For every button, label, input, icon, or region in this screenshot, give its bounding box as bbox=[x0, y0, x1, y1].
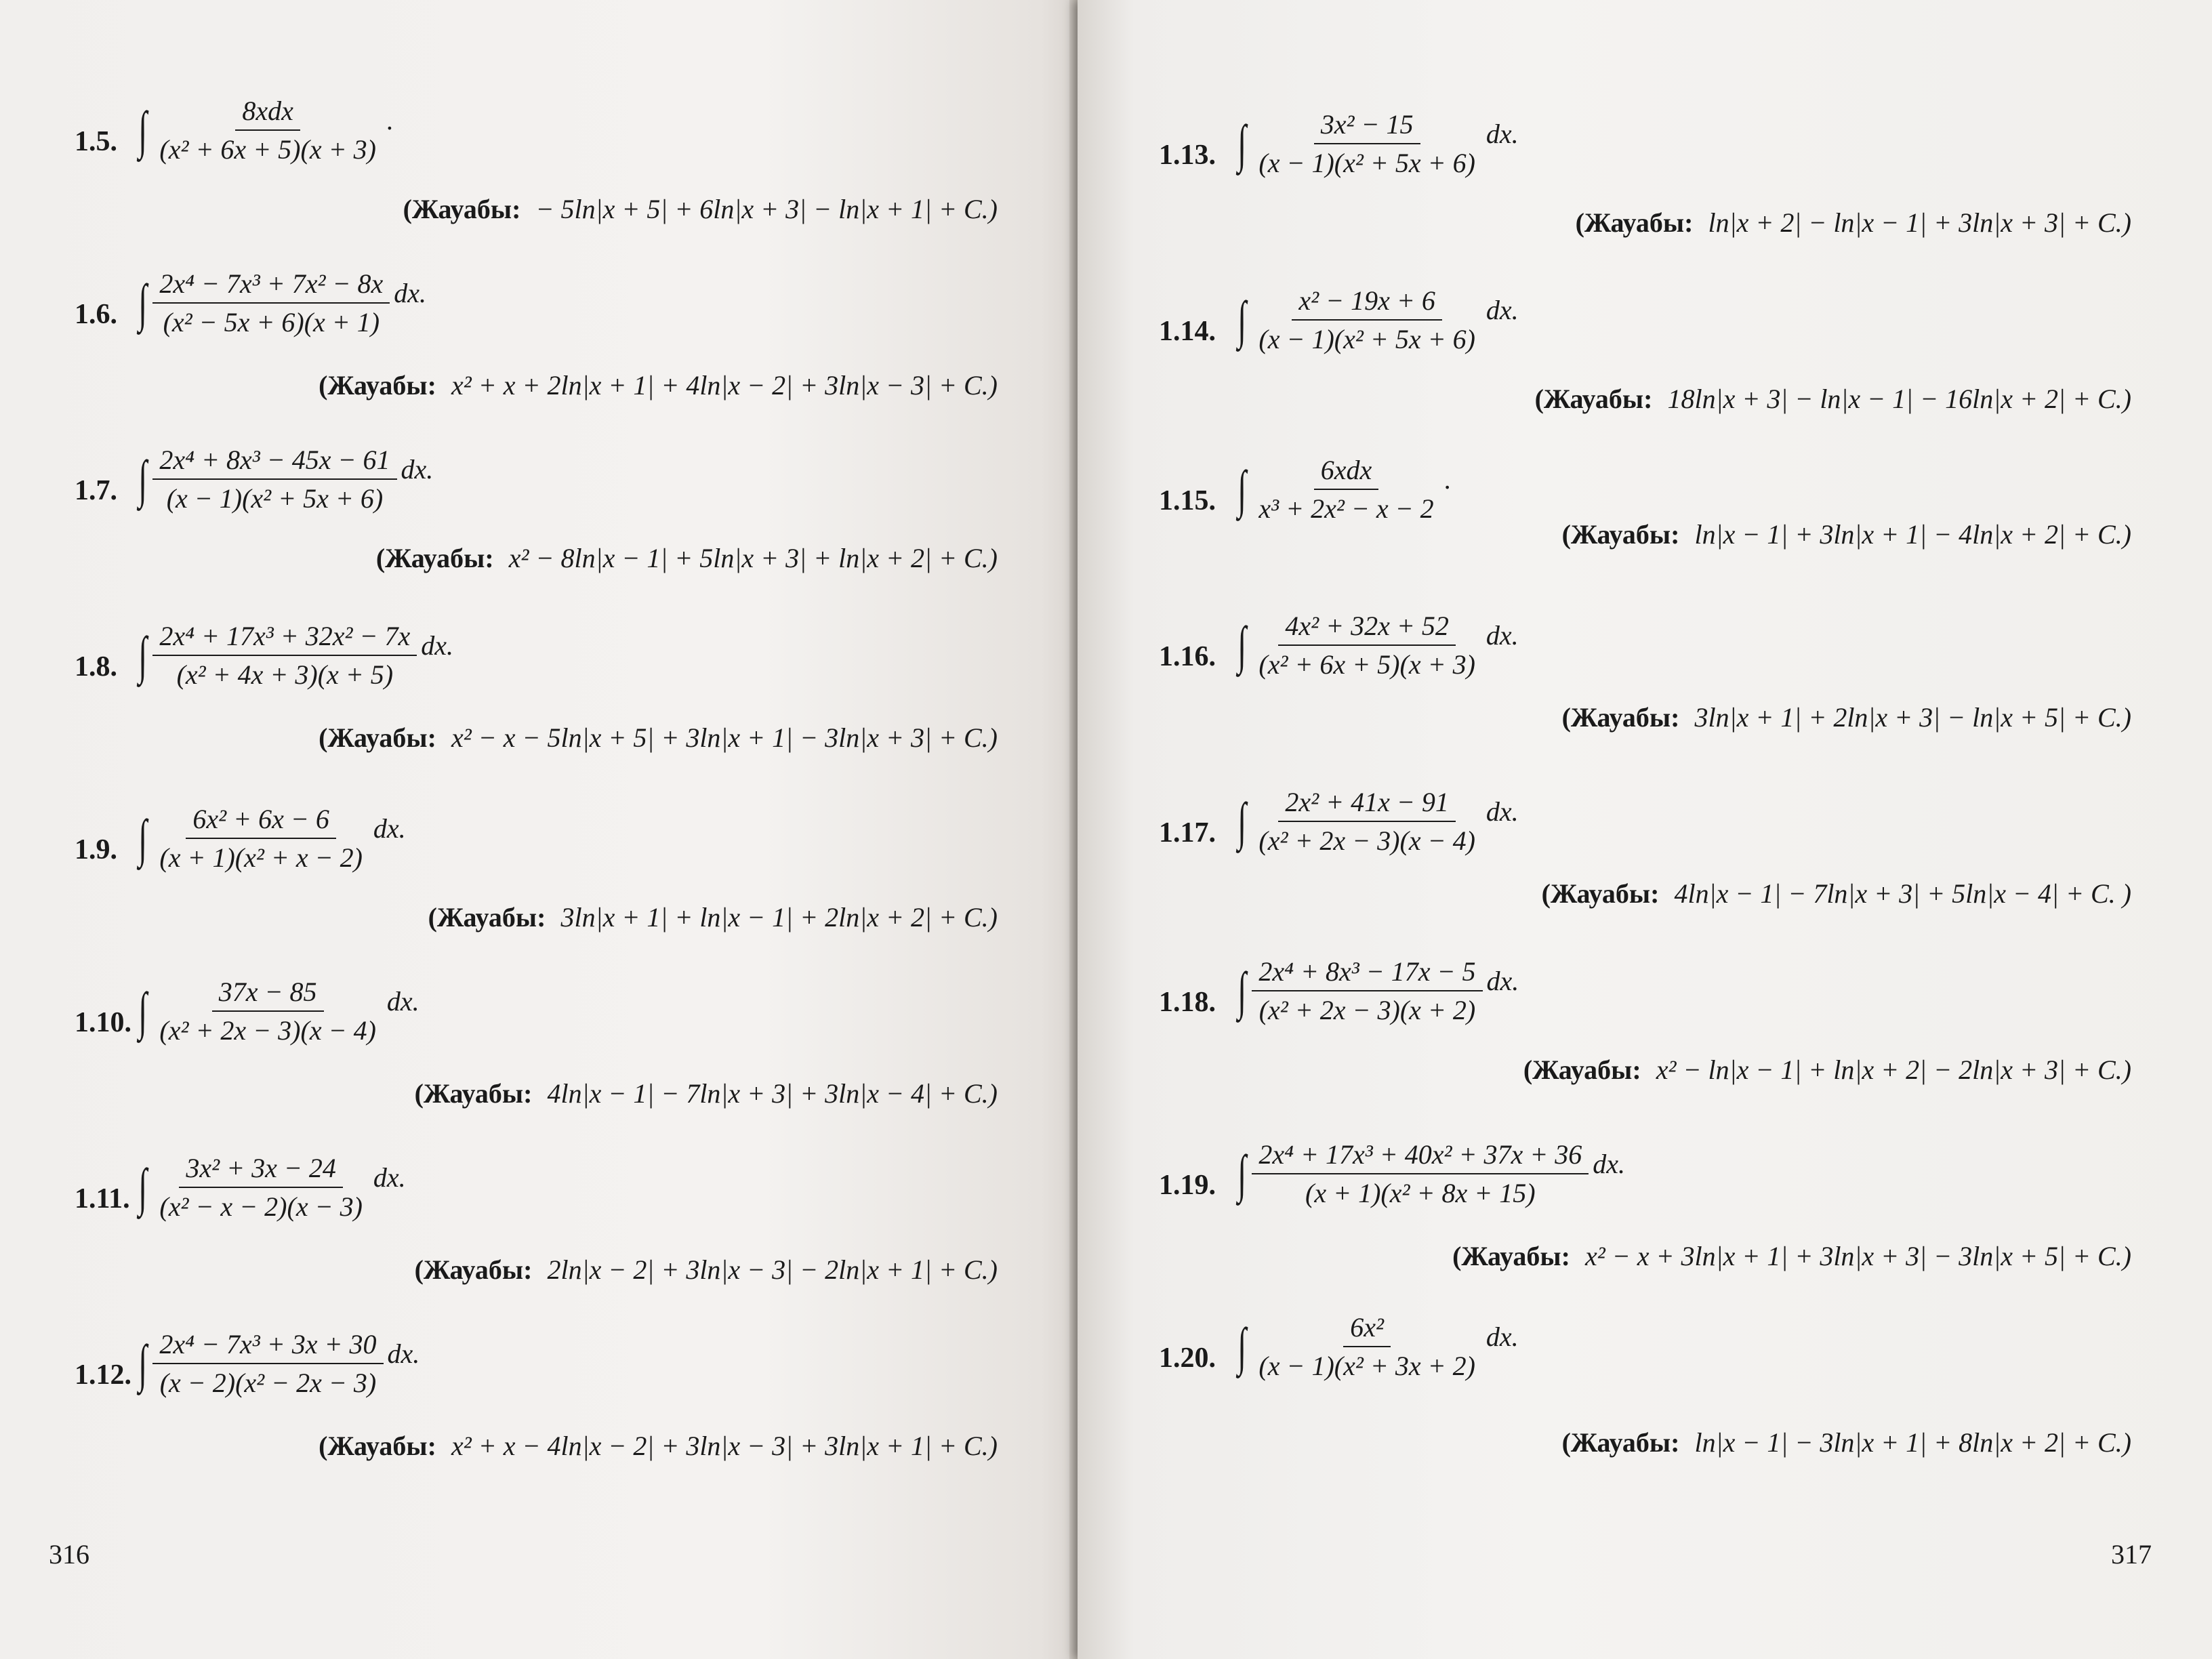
answer-value: 3ln|x + 1| + 2ln|x + 3| − ln|x + 5| + C.) bbox=[1694, 702, 2131, 733]
answer-value: 4ln|x − 1| − 7ln|x + 3| + 5ln|x − 4| + C. ) bbox=[1674, 878, 2131, 909]
fraction bbox=[1252, 1311, 1482, 1382]
problem-number: 1.19. bbox=[1159, 1170, 1216, 1201]
problem-number: 1.7. bbox=[75, 475, 117, 506]
integral-expression bbox=[1235, 956, 1519, 1026]
denominator: (x − 1)(x² + 5x + 6) bbox=[1258, 324, 1475, 354]
answer-line bbox=[1523, 1054, 2131, 1086]
integral-sign: ∫ bbox=[1237, 290, 1247, 349]
fraction bbox=[1252, 285, 1482, 355]
answer-line bbox=[1576, 207, 2131, 239]
denominator: (x² − 5x + 6)(x + 1) bbox=[163, 307, 380, 337]
page-number: 317 bbox=[2111, 1539, 2152, 1570]
fraction bbox=[152, 620, 417, 691]
numerator: 2x⁴ + 8x³ − 45x − 61 bbox=[152, 444, 396, 480]
answer-line bbox=[1562, 518, 2131, 550]
answer-label: (Жауабы: bbox=[1452, 1241, 1570, 1271]
answer-label: (Жауабы: bbox=[1575, 207, 1694, 238]
answer-label: (Жауабы: bbox=[375, 543, 494, 573]
answer-label: (Жауабы: bbox=[319, 370, 436, 401]
answer-label: (Жауабы: bbox=[403, 194, 521, 224]
integral-expression bbox=[136, 1328, 419, 1399]
differential: dx. bbox=[1486, 1321, 1519, 1352]
integral-sign: ∫ bbox=[1237, 792, 1247, 851]
integral-sign: ∫ bbox=[138, 273, 148, 332]
integral-expression bbox=[1235, 610, 1519, 680]
fraction bbox=[1252, 108, 1482, 179]
denominator: (x + 1)(x² + x − 2) bbox=[159, 842, 363, 873]
answer-value: 4ln|x − 1| − 7ln|x + 3| + 3ln|x − 4| + C.) bbox=[547, 1078, 998, 1109]
numerator: x² − 19x + 6 bbox=[1292, 285, 1441, 321]
answer-line bbox=[319, 722, 998, 754]
denominator: (x² + 2x − 3)(x + 2) bbox=[1258, 995, 1476, 1025]
answer-line bbox=[319, 369, 998, 401]
page-number: 316 bbox=[49, 1539, 89, 1570]
differential: . bbox=[1444, 464, 1452, 495]
denominator: (x² − x − 2)(x − 3) bbox=[159, 1191, 363, 1222]
fraction bbox=[152, 444, 396, 514]
answer-value: ln|x − 1| + 3ln|x + 1| − 4ln|x + 2| + C.) bbox=[1694, 519, 2131, 550]
integral-sign: ∫ bbox=[1237, 1144, 1247, 1203]
answer-line bbox=[1562, 1427, 2131, 1458]
answer-line bbox=[1542, 878, 2131, 909]
integral-expression bbox=[136, 1152, 406, 1223]
differential: dx. bbox=[1486, 965, 1519, 996]
integral-sign: ∫ bbox=[1237, 961, 1247, 1020]
problem-number: 1.6. bbox=[75, 299, 117, 330]
answer-value: − 5ln|x + 5| + 6ln|x + 3| − ln|x + 1| + C.) bbox=[535, 194, 998, 224]
answer-label: (Жауабы: bbox=[319, 1431, 436, 1461]
denominator: (x − 2)(x² − 2x − 3) bbox=[159, 1368, 377, 1398]
answer-line bbox=[428, 901, 998, 933]
differential: dx. bbox=[1593, 1148, 1626, 1179]
answer-line bbox=[403, 193, 998, 225]
fraction bbox=[152, 803, 369, 874]
numerator: 6x² + 6x − 6 bbox=[186, 803, 335, 839]
denominator: (x² + 2x − 3)(x − 4) bbox=[1258, 825, 1475, 856]
differential: dx. bbox=[394, 277, 427, 308]
answer-label: (Жауабы: bbox=[319, 722, 436, 753]
problem-number: 1.10. bbox=[75, 1007, 131, 1038]
differential: dx. bbox=[1486, 294, 1519, 325]
numerator: 2x² + 41x − 91 bbox=[1278, 786, 1455, 822]
numerator: 2x⁴ − 7x³ + 7x² − 8x bbox=[152, 268, 390, 304]
integral-expression bbox=[1235, 285, 1519, 355]
numerator: 2x⁴ + 8x³ − 17x − 5 bbox=[1252, 956, 1482, 991]
answer-value: ln|x − 1| − 3ln|x + 1| + 8ln|x + 2| + C.) bbox=[1694, 1427, 2131, 1458]
integral-sign: ∫ bbox=[138, 626, 148, 684]
left-page bbox=[0, 0, 1084, 1659]
fraction bbox=[152, 1328, 383, 1399]
fraction bbox=[152, 268, 390, 338]
integral-expression bbox=[136, 803, 406, 874]
integral-expression bbox=[136, 620, 453, 691]
integral-sign: ∫ bbox=[138, 1158, 148, 1216]
denominator: (x − 1)(x² + 5x + 6) bbox=[1258, 148, 1475, 178]
integral-sign: ∫ bbox=[138, 808, 148, 867]
integral-expression bbox=[1235, 454, 1452, 525]
problem-number: 1.16. bbox=[1159, 641, 1216, 672]
denominator: (x² + 6x + 5)(x + 3) bbox=[159, 134, 376, 165]
problem-number: 1.11. bbox=[75, 1183, 130, 1214]
differential: dx. bbox=[1486, 619, 1519, 651]
integral-sign: ∫ bbox=[138, 100, 148, 159]
integral-sign: ∫ bbox=[1237, 615, 1247, 674]
denominator: (x + 1)(x² + 8x + 15) bbox=[1305, 1178, 1536, 1208]
integral-sign: ∫ bbox=[1237, 1317, 1247, 1376]
problem-number: 1.9. bbox=[75, 834, 117, 865]
fraction bbox=[1252, 610, 1482, 680]
integral-sign: ∫ bbox=[1237, 114, 1247, 173]
answer-line bbox=[1452, 1240, 2131, 1272]
fraction bbox=[1252, 1139, 1589, 1209]
integral-expression bbox=[1235, 786, 1519, 857]
problem-number: 1.8. bbox=[75, 651, 117, 682]
differential: dx. bbox=[387, 1338, 420, 1369]
answer-value: x² + x − 4ln|x − 2| + 3ln|x − 3| + 3ln|x + 1| + C.) bbox=[451, 1431, 998, 1461]
fraction bbox=[1252, 454, 1440, 525]
numerator: 6xdx bbox=[1314, 454, 1379, 490]
differential: . bbox=[386, 104, 394, 136]
answer-value: x² + x + 2ln|x + 1| + 4ln|x − 2| + 3ln|x − 3| + C.) bbox=[451, 370, 998, 401]
problem-number: 1.13. bbox=[1159, 140, 1216, 171]
fraction bbox=[152, 1152, 369, 1223]
answer-value: 2ln|x − 2| + 3ln|x − 3| − 2ln|x + 1| + C.) bbox=[547, 1254, 998, 1285]
numerator: 4x² + 32x + 52 bbox=[1278, 610, 1455, 646]
integral-sign: ∫ bbox=[138, 449, 148, 508]
answer-line bbox=[415, 1078, 998, 1109]
answer-label: (Жауабы: bbox=[1541, 878, 1660, 909]
differential: dx. bbox=[1486, 118, 1519, 149]
answer-line bbox=[1535, 383, 2131, 415]
answer-value: x² − 8ln|x − 1| + 5ln|x + 3| + ln|x + 2| + C.) bbox=[508, 543, 998, 573]
denominator: (x² + 4x + 3)(x + 5) bbox=[176, 659, 394, 690]
answer-label: (Жауабы: bbox=[414, 1078, 533, 1109]
answer-label: (Жауабы: bbox=[414, 1254, 533, 1285]
numerator: 3x² − 15 bbox=[1314, 108, 1420, 144]
problem-number: 1.17. bbox=[1159, 817, 1216, 848]
integral-expression bbox=[136, 444, 433, 514]
denominator: (x² + 2x − 3)(x − 4) bbox=[159, 1015, 376, 1046]
answer-line bbox=[415, 1254, 998, 1286]
numerator: 2x⁴ + 17x³ + 40x² + 37x + 36 bbox=[1252, 1139, 1589, 1174]
differential: dx. bbox=[373, 813, 406, 844]
integral-sign: ∫ bbox=[1237, 459, 1247, 518]
problem-number: 1.5. bbox=[75, 126, 117, 157]
answer-line bbox=[1562, 701, 2131, 733]
answer-value: x² − ln|x − 1| + ln|x + 2| − 2ln|x + 3| + C.) bbox=[1656, 1054, 2131, 1085]
problem-number: 1.15. bbox=[1159, 485, 1216, 516]
answer-line bbox=[319, 1430, 998, 1462]
answer-label: (Жауабы: bbox=[1523, 1054, 1641, 1085]
integral-expression bbox=[1235, 108, 1519, 179]
problem-number: 1.20. bbox=[1159, 1343, 1216, 1374]
numerator: 2x⁴ − 7x³ + 3x + 30 bbox=[152, 1328, 383, 1364]
fraction bbox=[1252, 956, 1482, 1026]
fraction bbox=[152, 95, 383, 165]
answer-value: 3ln|x + 1| + ln|x − 1| + 2ln|x + 2| + C.) bbox=[560, 902, 998, 933]
numerator: 37x − 85 bbox=[212, 976, 324, 1012]
denominator: x³ + 2x² − x − 2 bbox=[1258, 493, 1434, 524]
answer-label: (Жауабы: bbox=[1561, 1427, 1680, 1458]
integral-expression bbox=[136, 95, 394, 165]
integral-sign: ∫ bbox=[138, 1334, 148, 1393]
answer-line bbox=[376, 542, 998, 574]
answer-label: (Жауабы: bbox=[1561, 702, 1680, 733]
answer-value: ln|x + 2| − ln|x − 1| + 3ln|x + 3| + C.) bbox=[1708, 207, 2131, 238]
numerator: 6x² bbox=[1343, 1311, 1391, 1347]
denominator: (x − 1)(x² + 3x + 2) bbox=[1258, 1351, 1475, 1381]
integral-expression bbox=[136, 976, 419, 1046]
denominator: (x² + 6x + 5)(x + 3) bbox=[1258, 649, 1475, 680]
integral-sign: ∫ bbox=[138, 981, 148, 1040]
integral-expression bbox=[136, 268, 426, 338]
numerator: 2x⁴ + 17x³ + 32x² − 7x bbox=[152, 620, 417, 656]
integral-expression bbox=[1235, 1139, 1625, 1209]
answer-value: 18ln|x + 3| − ln|x − 1| − 16ln|x + 2| + C.) bbox=[1667, 384, 2131, 414]
fraction bbox=[152, 976, 383, 1046]
differential: dx. bbox=[401, 453, 434, 485]
numerator: 3x² + 3x − 24 bbox=[179, 1152, 342, 1188]
problem-number: 1.14. bbox=[1159, 316, 1216, 347]
integral-expression bbox=[1235, 1311, 1519, 1382]
fraction bbox=[1252, 786, 1482, 857]
right-page bbox=[1078, 0, 2212, 1659]
answer-label: (Жауабы: bbox=[1534, 384, 1653, 414]
answer-value: x² − x − 5ln|x + 5| + 3ln|x + 1| − 3ln|x + 3| + C.) bbox=[451, 722, 998, 753]
problem-number: 1.18. bbox=[1159, 987, 1216, 1018]
differential: dx. bbox=[386, 985, 419, 1017]
differential: dx. bbox=[421, 630, 454, 661]
differential: dx. bbox=[1486, 796, 1519, 827]
denominator: (x − 1)(x² + 5x + 6) bbox=[166, 483, 384, 514]
answer-label: (Жауабы: bbox=[1561, 519, 1680, 550]
numerator: 8xdx bbox=[235, 95, 300, 131]
answer-label: (Жауабы: bbox=[428, 902, 546, 933]
answer-value: x² − x + 3ln|x + 1| + 3ln|x + 3| − 3ln|x + 5| + C.) bbox=[1584, 1241, 2131, 1271]
problem-number: 1.12. bbox=[75, 1359, 131, 1391]
differential: dx. bbox=[373, 1162, 406, 1193]
